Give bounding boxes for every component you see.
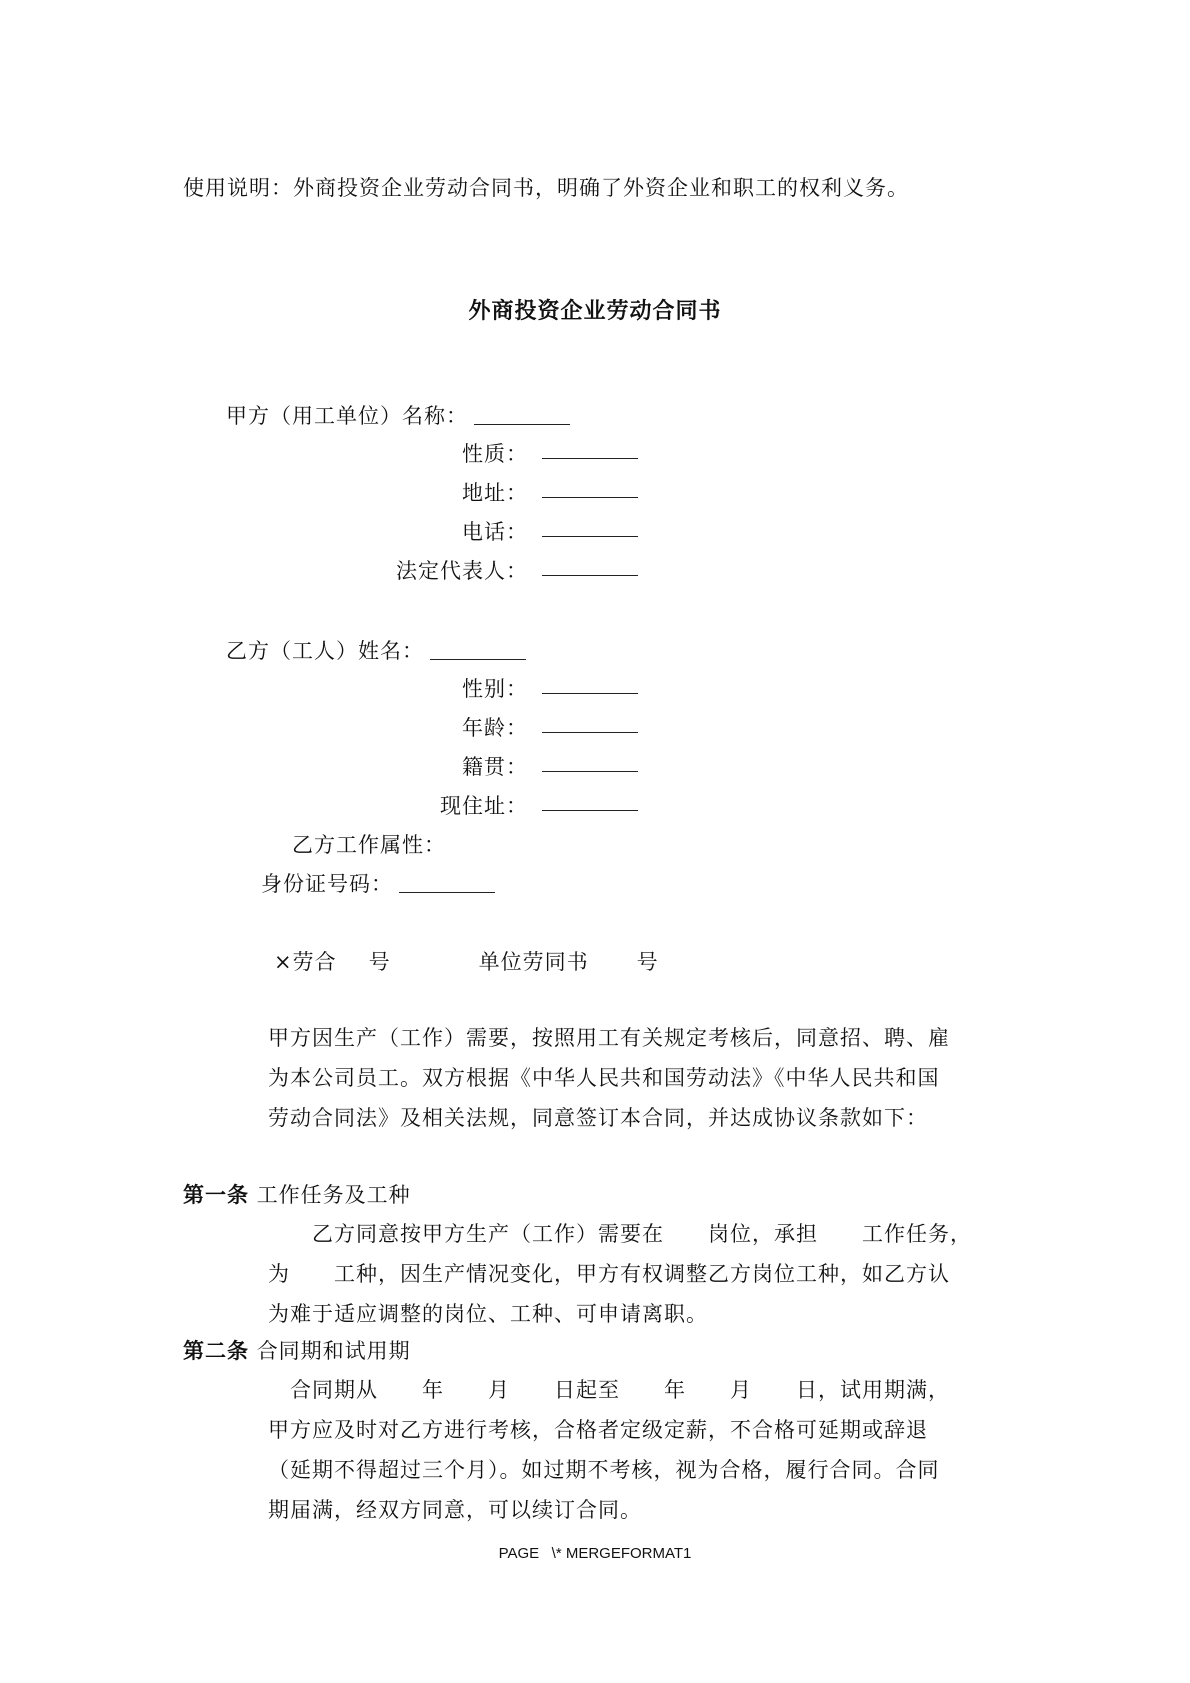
- party-b-native-label: 籍贯：: [462, 755, 528, 779]
- article-2-line: 甲方应及时对乙方进行考核，合格者定级定薪，不合格可延期或辞退: [268, 1418, 928, 1442]
- party-b-age-blank: [542, 714, 638, 733]
- intro-line: 为本公司员工。双方根据《中华人民共和国劳动法》《中华人民共和国: [268, 1066, 940, 1090]
- party-b-gender-label: 性别：: [462, 677, 528, 701]
- party-a-address-blank: [542, 479, 638, 498]
- party-a-legal-rep-label: 法定代表人：: [396, 559, 528, 583]
- article-2-line: （延期不得超过三个月）。如过期不考核，视为合格，履行合同。合同: [268, 1458, 940, 1482]
- party-b-name-label: 乙方（工人）姓名：: [226, 639, 424, 663]
- party-b-id-blank: [399, 874, 495, 893]
- article-1-body: [268, 1214, 1020, 1334]
- article-1-number: 第一条: [183, 1183, 249, 1207]
- number-prefix-right: 单位劳同书: [478, 950, 589, 974]
- article-1-line: 为 工种，因生产情况变化，甲方有权调整乙方岗位工种，如乙方认: [268, 1262, 950, 1286]
- party-b-id-label: 身份证号码：: [261, 872, 393, 896]
- document-title: 外商投资企业劳动合同书: [468, 299, 722, 324]
- party-a-phone-blank: [542, 518, 638, 537]
- article-2-body: [268, 1370, 1020, 1530]
- number-prefix-left: ×劳合: [274, 950, 337, 974]
- article-1-line: 乙方同意按甲方生产（工作）需要在 岗位，承担 工作任务，: [268, 1222, 972, 1246]
- intro-line: 劳动合同法》及相关法规，同意签订本合同，并达成协议条款如下：: [268, 1106, 928, 1130]
- party-b-work-nature-label: 乙方工作属性：: [292, 833, 446, 857]
- party-b-current-address-label: 现住址：: [440, 794, 528, 818]
- page-footer: PAGE \* MERGEFORMAT1: [498, 1545, 692, 1562]
- contract-number-line: [274, 946, 659, 976]
- party-b-name-row: [226, 635, 526, 665]
- article-2-heading: [183, 1335, 411, 1365]
- party-a-legal-rep-blank: [542, 557, 638, 576]
- article-1-line: 为难于适应调整的岗位、工种、可申请离职。: [268, 1302, 708, 1326]
- number-suffix-right: 号: [636, 950, 659, 974]
- article-2-line: 合同期从 年 月 日起至 年 月 日，试用期满，: [268, 1378, 950, 1402]
- intro-line: 甲方因生产（工作）需要，按照用工有关规定考核后，同意招、聘、雇: [268, 1026, 950, 1050]
- party-a-address-label: 地址：: [462, 481, 528, 505]
- party-a-nature-label: 性质：: [462, 442, 528, 466]
- party-a-phone-label: 电话：: [462, 520, 528, 544]
- article-2-title: 合同期和试用期: [256, 1339, 411, 1363]
- party-a-nature-blank: [542, 440, 638, 459]
- number-suffix-left: 号: [368, 950, 391, 974]
- party-a-name-label: 甲方（用工单位）名称：: [226, 404, 468, 428]
- party-a-name-row: [226, 400, 570, 430]
- party-a-name-blank: [474, 406, 570, 425]
- party-b-native-blank: [542, 753, 638, 772]
- party-b-age-label: 年龄：: [462, 716, 528, 740]
- intro-paragraph: [268, 1018, 1020, 1138]
- party-b-id-row: [261, 868, 495, 898]
- party-b-gender-blank: [542, 675, 638, 694]
- article-2-line: 期届满，经双方同意，可以续订合同。: [268, 1498, 642, 1522]
- article-1-heading: [183, 1179, 411, 1209]
- usage-note: 使用说明：外商投资企业劳动合同书，明确了外资企业和职工的权利义务。: [183, 176, 909, 200]
- article-2-number: 第二条: [183, 1339, 249, 1363]
- party-b-name-blank: [430, 641, 526, 660]
- article-1-title: 工作任务及工种: [256, 1183, 411, 1207]
- party-b-current-address-blank: [542, 792, 638, 811]
